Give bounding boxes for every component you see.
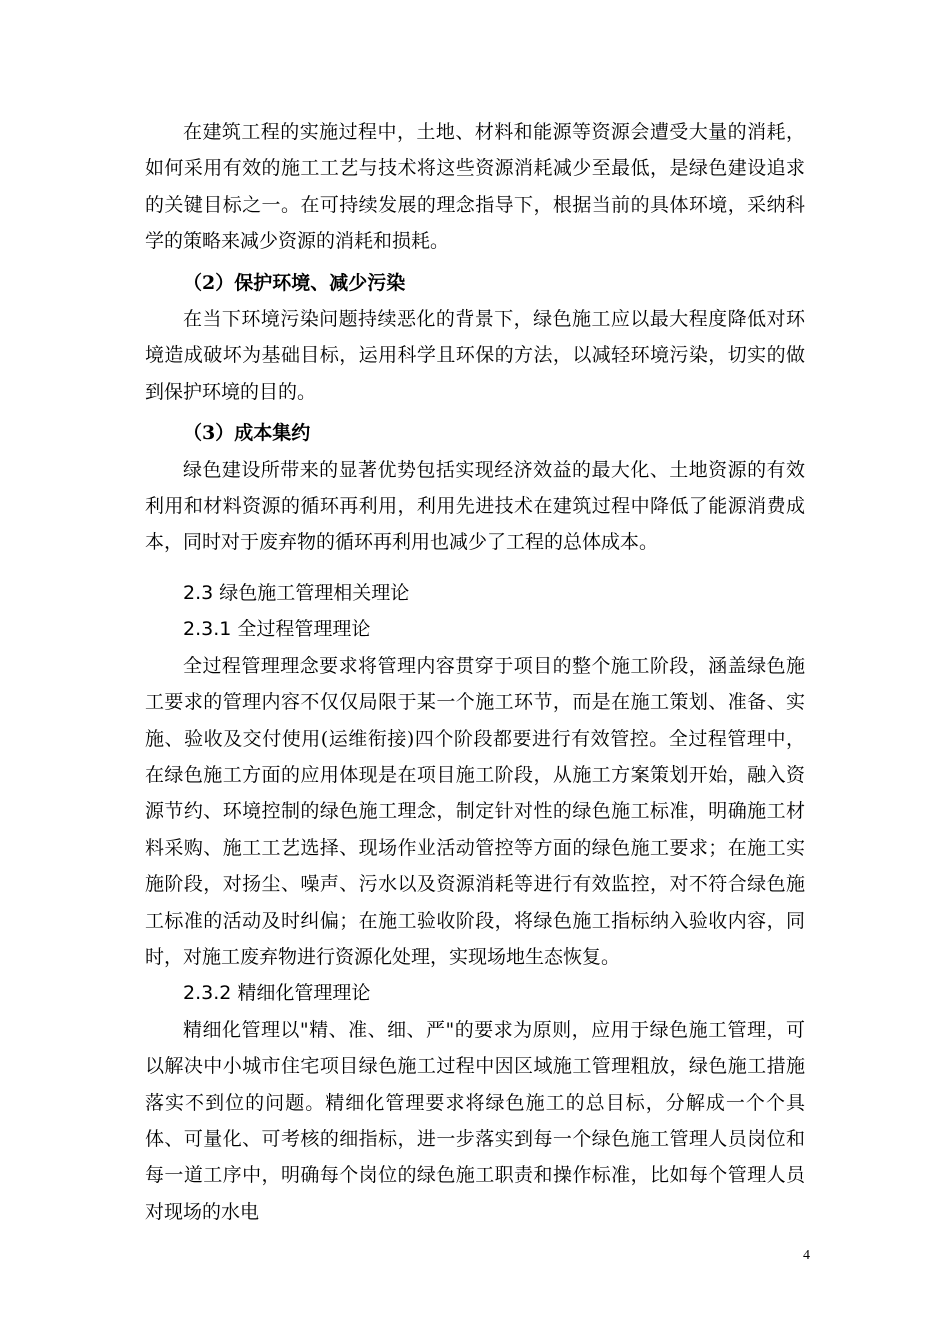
section-heading-2-3: 2.3 绿色施工管理相关理论 [183, 581, 410, 604]
paragraph-refined-management: 精细化管理以"精、准、细、严"的要求为原则，应用于绿色施工管理，可以解决中小城市住宅项目绿色施工过程中因区域施工管理粗放，绿色施工措施落实不到位的问题。精细化管理要求将绿色施工的总目标，分解成一个个具体、可量化、可考核的细指标，进一步落实到每一个绿色施工管理人员岗位和每一道工序中，明确每个岗位的绿色施工职责和操作标准，比如每个管理人员对现场的水电 [145, 1018, 805, 1223]
page-number: 4 [803, 1248, 810, 1263]
paragraph-resource-saving: 在建筑工程的实施过程中，土地、材料和能源等资源会遭受大量的消耗，如何采用有效的施工工艺与技术将这些资源消耗减少至最低，是绿色建设追求的关键目标之一。在可持续发展的理念指导下，根据当前的具体环境，采纳科学的策略来减少资源的消耗和损耗。 [145, 121, 805, 253]
paragraph-cost-saving: 绿色建设所带来的显著优势包括实现经济效益的最大化、土地资源的有效利用和材料资源的循环再利用，利用先进技术在建筑过程中降低了能源消费成本，同时对于废弃物的循环再利用也减少了工程的总体成本。 [145, 458, 805, 554]
paragraph-whole-process-management: 全过程管理理念要求将管理内容贯穿于项目的整个施工阶段，涵盖绿色施工要求的管理内容不仅仅局限于某一个施工环节，而是在施工策划、准备、实施、验收及交付使用(运维衔接)四个阶段都要进行有效管控。全过程管理中，在绿色施工方面的应用体现是在项目施工阶段，从施工方案策划开始，融入资源节约、环境控制的绿色施工理念，制定针对性的绿色施工标准，明确施工材料采购、施工工艺选择、现场作业活动管控等方面的绿色施工要求；在施工实施阶段，对扬尘、噪声、污水以及资源消耗等进行有效监控，对不符合绿色施工标准的活动及时纠偏；在施工验收阶段，将绿色施工指标纳入验收内容，同时，对施工废弃物进行资源化处理，实现场地生态恢复。 [145, 654, 805, 968]
paragraph-protect-environment: 在当下环境污染问题持续恶化的背景下，绿色施工应以最大程度降低对环境造成破坏为基础目标，运用科学且环保的方法，以减轻环境污染，切实的做到保护环境的目的。 [145, 308, 805, 403]
subheading-cost-saving: （3）成本集约 [183, 422, 311, 445]
subheading-protect-environment: （2）保护环境、减少污染 [183, 271, 406, 294]
spacer [145, 561, 805, 575]
section-heading-2-3-1: 2.3.1 全过程管理理论 [183, 618, 371, 641]
page-body [145, 114, 805, 1230]
section-heading-2-3-2: 2.3.2 精细化管理理论 [183, 982, 371, 1005]
